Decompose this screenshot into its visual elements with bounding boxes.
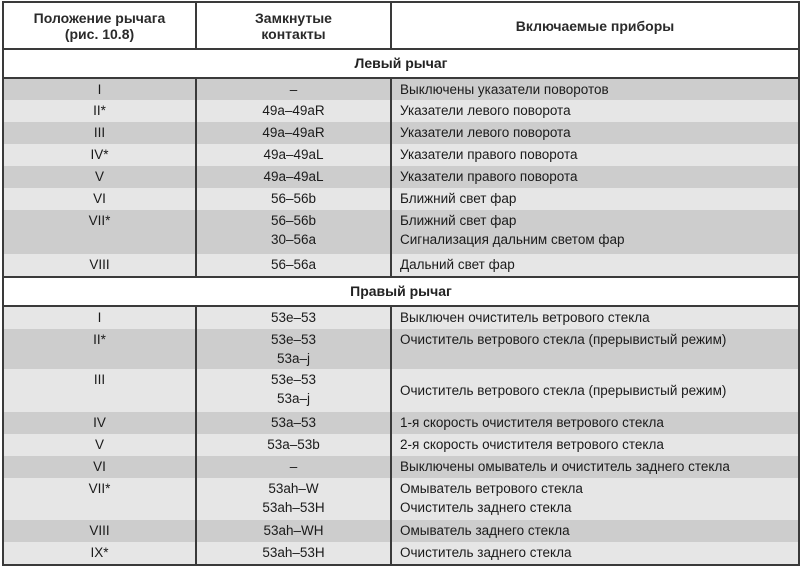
table-row (4, 520, 798, 542)
cell-devices (390, 254, 798, 276)
device-label: Указатели правого поворота (400, 169, 578, 184)
header-position-line2: (рис. 10.8) (64, 25, 135, 42)
table-row (4, 478, 798, 520)
cell-position: V (94, 437, 104, 452)
table-row (4, 434, 798, 456)
cell-devices (390, 79, 798, 100)
cell-contacts (195, 369, 390, 412)
device-label: 2-я скорость очистителя ветрового стекла (400, 437, 664, 452)
header-contacts-line2: контакты (261, 25, 326, 42)
device-label: Очиститель ветрового стекла (прерывистый режим) (400, 382, 727, 398)
cell-devices (390, 542, 798, 564)
cell-contacts (195, 79, 390, 100)
cell-devices (390, 122, 798, 144)
cell-devices (390, 100, 798, 122)
device-label: Указатели левого поворота (400, 103, 571, 118)
table-row (4, 79, 798, 100)
device-label: Сигнализация дальним светом фар (400, 232, 625, 247)
cell-contacts (195, 144, 390, 166)
table-row (4, 122, 798, 144)
cell-position: VI (93, 191, 106, 206)
cell-devices (390, 307, 798, 329)
contact-pair: 53a–j (276, 391, 311, 406)
cell-position: VIII (89, 257, 110, 272)
table-body (4, 50, 798, 564)
table-row (4, 254, 798, 278)
cell-devices (390, 520, 798, 542)
cell-position: I (97, 310, 102, 325)
header-contacts (195, 3, 390, 48)
device-label: Омыватель ветрового стекла (400, 481, 583, 496)
cell-position: II* (93, 332, 106, 347)
cell-position: IX* (90, 545, 109, 560)
table-row (4, 210, 798, 254)
lever-positions-table (2, 1, 800, 566)
cell-position: III (93, 125, 106, 140)
cell-devices (390, 144, 798, 166)
cell-devices (390, 369, 798, 412)
cell-contacts (195, 188, 390, 210)
cell-position: VII* (88, 481, 111, 496)
table-row (4, 307, 798, 329)
cell-devices (390, 210, 798, 254)
contact-pair: 53a–53 (270, 415, 317, 430)
device-label: Очиститель ветрового стекла (прерывистый режим) (400, 332, 727, 347)
device-label: Ближний свет фар (400, 213, 517, 228)
table-row (4, 144, 798, 166)
cell-position: V (94, 169, 104, 184)
contact-pair: 49a–49aL (263, 169, 324, 184)
section-title: Правый рычаг (4, 278, 798, 307)
table-header (4, 3, 798, 50)
device-label: Омыватель заднего стекла (400, 523, 570, 538)
cell-contacts (195, 122, 390, 144)
cell-contacts (195, 100, 390, 122)
table-row (4, 542, 798, 564)
contact-pair: 53e–53 (270, 332, 317, 347)
table-row (4, 369, 798, 412)
cell-contacts (195, 329, 390, 369)
header-devices: Включаемые приборы (390, 3, 798, 48)
header-contacts-line1: Замкнутые (255, 9, 332, 26)
cell-contacts (195, 412, 390, 434)
contact-pair: 56–56a (270, 257, 317, 272)
contact-pair: 49a–49aR (262, 125, 325, 140)
device-label: Дальний свет фар (400, 257, 515, 272)
cell-devices (390, 456, 798, 478)
contact-pair: 53ah–W (268, 481, 319, 496)
table-row (4, 166, 798, 188)
device-label: Выключены указатели поворотов (400, 82, 609, 97)
contact-pair: 30–56a (270, 232, 317, 247)
cell-position: VIII (89, 523, 110, 538)
contact-pair: 49a–49aR (262, 103, 325, 118)
cell-contacts (195, 307, 390, 329)
cell-position: VI (93, 459, 106, 474)
contact-pair: 53a–j (276, 351, 311, 366)
table-row (4, 329, 798, 369)
table-row (4, 100, 798, 122)
contact-pair: 53ah–53H (262, 500, 325, 515)
cell-devices (390, 412, 798, 434)
cell-contacts (195, 542, 390, 564)
cell-devices (390, 478, 798, 520)
cell-devices (390, 166, 798, 188)
device-label: 1-я скорость очистителя ветрового стекла (400, 415, 664, 430)
cell-contacts (195, 210, 390, 254)
cell-contacts (195, 456, 390, 478)
contact-pair: 53ah–WH (263, 523, 324, 538)
device-label: Ближний свет фар (400, 191, 517, 206)
cell-contacts (195, 254, 390, 276)
contact-pair: 53a–53b (267, 437, 320, 452)
header-position (4, 3, 195, 48)
contact-pair: – (289, 459, 298, 474)
cell-devices (390, 329, 798, 369)
cell-position: IV* (90, 147, 109, 162)
contact-pair: – (289, 82, 298, 97)
cell-contacts (195, 434, 390, 456)
cell-position: VII* (88, 213, 111, 228)
cell-position: I (97, 82, 102, 97)
cell-contacts (195, 520, 390, 542)
header-position-line1: Положение рычага (33, 9, 166, 26)
device-label: Указатели правого поворота (400, 147, 578, 162)
table-row (4, 412, 798, 434)
table-row (4, 456, 798, 478)
table-row (4, 188, 798, 210)
contact-pair: 53ah–53H (262, 545, 325, 560)
cell-contacts (195, 478, 390, 520)
cell-position: IV (93, 415, 106, 430)
device-label: Очиститель заднего стекла (400, 545, 572, 560)
device-label: Указатели левого поворота (400, 125, 571, 140)
device-label: Очиститель заднего стекла (400, 500, 572, 515)
cell-devices (390, 434, 798, 456)
cell-devices (390, 188, 798, 210)
device-label: Выключены омыватель и очиститель заднего стекла (400, 459, 730, 474)
device-label: Выключен очиститель ветрового стекла (400, 310, 650, 325)
section-title: Левый рычаг (4, 50, 798, 79)
contact-pair: 53e–53 (270, 372, 317, 387)
cell-position: II* (93, 103, 106, 118)
contact-pair: 56–56b (270, 213, 317, 228)
cell-position: III (93, 372, 106, 387)
cell-contacts (195, 166, 390, 188)
contact-pair: 56–56b (270, 191, 317, 206)
contact-pair: 53e–53 (270, 310, 317, 325)
contact-pair: 49a–49aL (263, 147, 324, 162)
